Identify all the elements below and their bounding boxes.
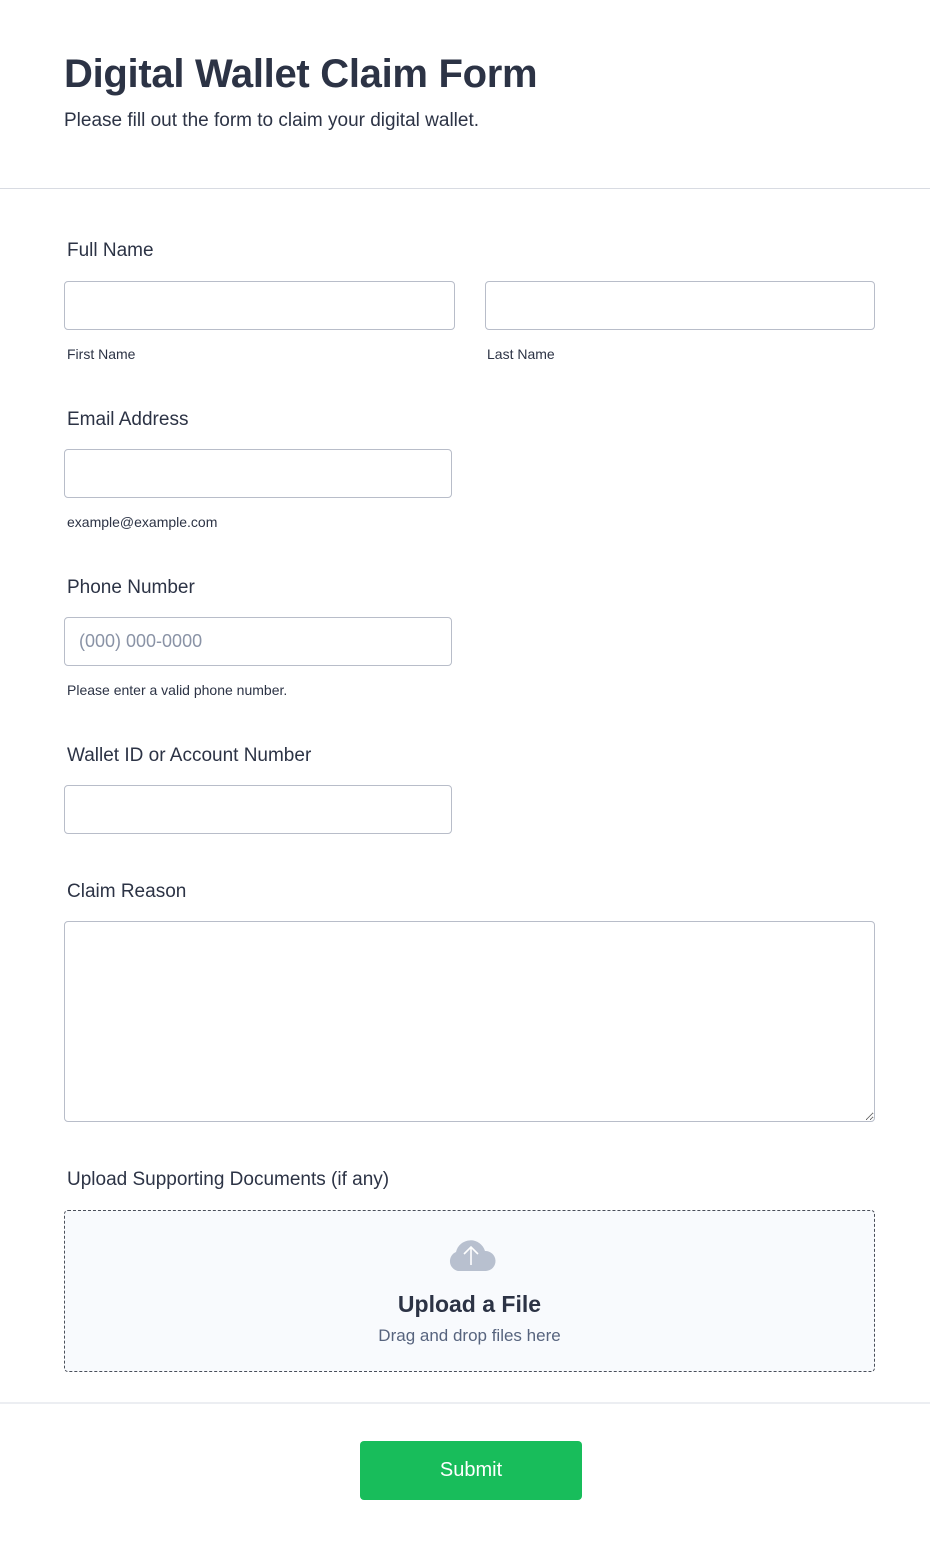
email-sublabel: example@example.com: [67, 514, 218, 530]
last-name-sublabel: Last Name: [487, 346, 555, 362]
file-dropzone[interactable]: [64, 1210, 875, 1372]
last-name-input[interactable]: [485, 281, 875, 330]
email-input[interactable]: [64, 449, 452, 498]
upload-subtitle: Drag and drop files here: [378, 1326, 561, 1345]
phone-label: Phone Number: [67, 577, 195, 598]
wallet-label: Wallet ID or Account Number: [67, 745, 312, 766]
upload-label: Upload Supporting Documents (if any): [67, 1169, 390, 1190]
wallet-input[interactable]: [64, 785, 452, 834]
first-name-input[interactable]: [64, 281, 455, 330]
first-name-sublabel: First Name: [67, 346, 136, 362]
divider: [0, 188, 930, 189]
cloud-upload-icon: [446, 1237, 496, 1273]
page-subtitle: Please fill out the form to claim your digital wallet.: [64, 110, 480, 131]
page-title: Digital Wallet Claim Form: [64, 52, 538, 96]
phone-input[interactable]: [64, 617, 452, 666]
claim-reason-textarea[interactable]: [64, 921, 875, 1122]
submit-button[interactable]: Submit: [360, 1441, 582, 1500]
phone-sublabel: Please enter a valid phone number.: [67, 682, 288, 698]
divider: [0, 1402, 930, 1404]
email-label: Email Address: [67, 409, 189, 430]
claim-reason-label: Claim Reason: [67, 881, 187, 902]
full-name-label: Full Name: [67, 240, 154, 261]
upload-title: Upload a File: [397, 1291, 542, 1317]
